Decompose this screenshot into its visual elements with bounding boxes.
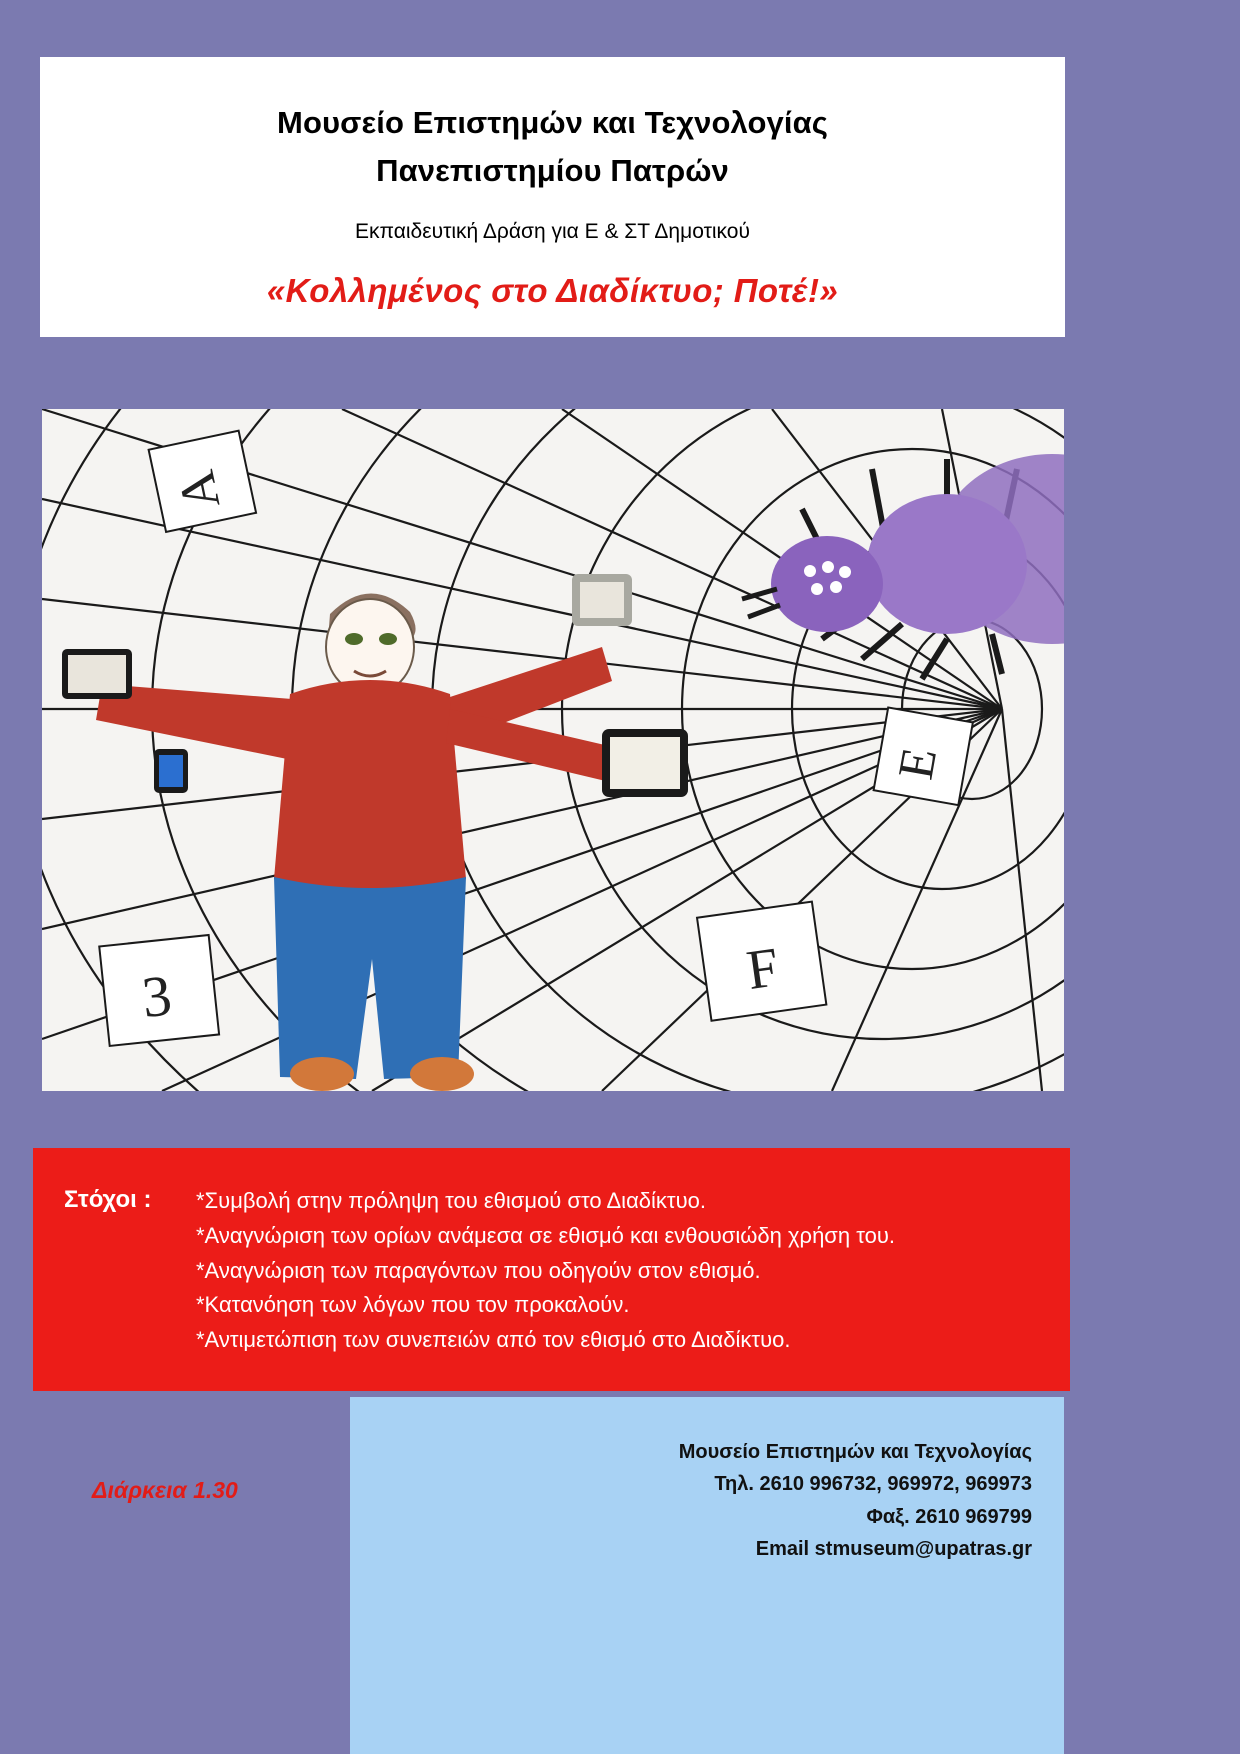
person-left-shoe [290, 1057, 354, 1091]
contact-panel [350, 1397, 1064, 1754]
contact-fax: Φαξ. 2610 969799 [866, 1505, 1032, 1528]
letter-tile-a [149, 431, 256, 532]
svg-text:F: F [743, 936, 783, 1002]
device-tablet-left [62, 649, 132, 699]
museum-title-line2: Πανεπιστημίου Πατρών [376, 153, 729, 189]
goal-item: *Κατανόηση των λόγων που τον προκαλούν. [196, 1292, 630, 1318]
svg-text:A: A [167, 465, 232, 515]
letter-tile-e [874, 707, 973, 805]
goals-list [196, 1184, 1056, 1358]
contact-name: Μουσείο Επιστημών και Τεχνολογίας [678, 1441, 1032, 1463]
museum-title-line1: Μουσείο Επιστημών και Τεχνολογίας [277, 105, 828, 140]
goal-item: *Αντιμετώπιση των συνεπειών από τον εθισμό στο Διαδίκτυο. [196, 1327, 791, 1352]
contact-phone: Τηλ. 2610 996732, 969972, 969973 [714, 1473, 1032, 1496]
spiderweb-drawing [42, 409, 1064, 1091]
illustration-image [42, 409, 1064, 1091]
goal-item: *Συμβολή στην πρόληψη του εθισμού στο Διαδίκτυο. [196, 1188, 706, 1213]
goals-panel [33, 1148, 1070, 1391]
letter-tile-f [697, 902, 826, 1021]
letter-tile-3 [99, 935, 219, 1046]
spider-head [771, 536, 883, 632]
goal-item: *Αναγνώριση των ορίων ανάμεσα σε εθισμό και ενθουσιώδη χρήση του. [196, 1222, 895, 1248]
person-right-shoe [410, 1057, 474, 1091]
goals-label: Στόχοι : [64, 1186, 152, 1213]
goal-item: *Αναγνώριση των παραγόντων που οδηγούν στον εθισμό. [196, 1257, 761, 1283]
svg-text:3: 3 [138, 962, 175, 1031]
person-shirt [274, 680, 466, 890]
device-phone-left [154, 749, 188, 793]
header-panel [40, 57, 1065, 337]
device-tablet-top [572, 574, 632, 626]
svg-text:E: E [886, 743, 948, 784]
contact-email[interactable]: Email stmuseum@upatras.gr [755, 1538, 1032, 1561]
event-headline: «Κολλημένος στο Διαδίκτυο; Ποτέ!» [266, 272, 839, 310]
duration-label: Διάρκεια 1.30 [92, 1477, 238, 1503]
device-tablet-right [602, 729, 688, 797]
spider-thorax [867, 494, 1027, 634]
event-subtitle: Εκπαιδευτική Δράση για Ε & ΣΤ Δημοτικού [355, 220, 750, 244]
